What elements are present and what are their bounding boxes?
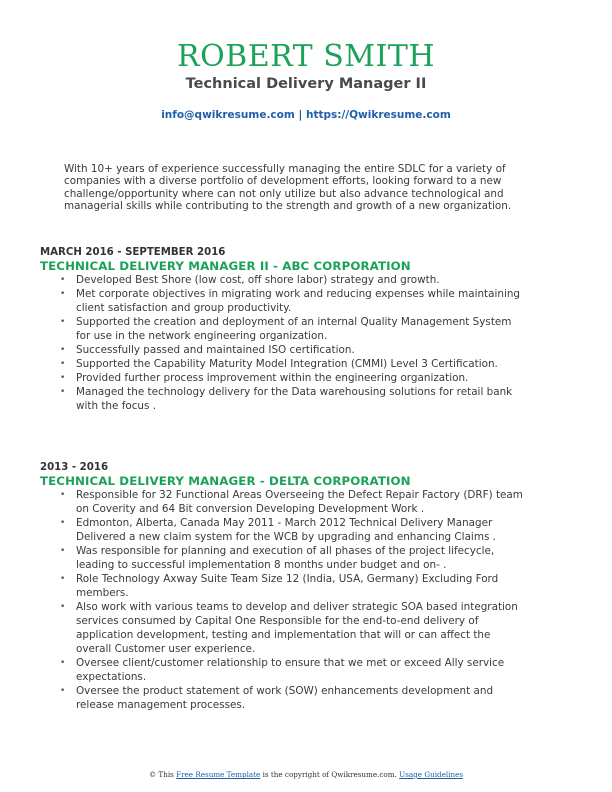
bullet-item: • Managed the technology delivery for the Data warehousing solutions for retail bank with the focus . (40, 385, 526, 413)
bullet-item: • Successfully passed and maintained ISO certification. (40, 343, 526, 357)
usage-guidelines-link[interactable]: Usage Guidelines (399, 770, 464, 779)
candidate-title: Technical Delivery Manager II (185, 76, 427, 92)
experience-entry-2 (40, 462, 560, 712)
contact-separator: | (294, 109, 306, 121)
experience-entry-1 (40, 247, 560, 413)
bullet-item: • Also work with various teams to develop and deliver strategic SOA based integration services consumed by Capital One Responsible for the end-to-end delivery of application development, testing and implementation that will or can affect the overall Customer user experience. (40, 600, 526, 656)
bullet-item: • Was responsible for planning and execution of all phases of the project lifecycle, leading to successful implementation 8 months under budget and on- . (40, 544, 526, 572)
bullet-item: • Developed Best Shore (low cost, off shore labor) strategy and growth. (40, 273, 526, 287)
copyright-footer (0, 770, 612, 779)
bullet-item: • Role Technology Axway Suite Team Size 12 (India, USA, Germany) Excluding Ford members. (40, 572, 526, 600)
footer-prefix: © This (148, 770, 177, 779)
email-link[interactable]: info@qwikresume.com (161, 109, 295, 121)
footer-middle: is the copyright of Qwikresume.com. (260, 770, 400, 779)
bullet-item: • Responsible for 32 Functional Areas Overseeing the Defect Repair Factory (DRF) team on Coverity and 64 Bit conversion Developing Development Work . (40, 488, 526, 516)
bullet-item: • Oversee client/customer relationship to ensure that we met or exceed Ally service expectations. (40, 656, 526, 684)
free-resume-template-link[interactable]: Free Resume Template (176, 770, 261, 779)
summary-paragraph: With 10+ years of experience successfully managing the entire SDLC for a variety of companies with a diverse portfolio of development efforts, looking forward to a new challenge/opportunity where can not only utilize but also advance technological and managerial skills while contributing to the strength and growth of a new organization. (64, 163, 512, 213)
bullet-item: • Supported the creation and deployment of an internal Quality Management System for use in the network engineering organization. (40, 315, 526, 343)
job-dates: MARCH 2016 - SEPTEMBER 2016 (40, 247, 226, 258)
resume-header (0, 40, 612, 122)
website-link[interactable]: https://Qwikresume.com (305, 109, 451, 121)
bullet-item: • Met corporate objectives in migrating work and reducing expenses while maintaining client satisfaction and group productivity. (40, 287, 526, 315)
job-bullets (40, 488, 560, 712)
job-role: TECHNICAL DELIVERY MANAGER II - ABC CORPORATION (40, 259, 411, 273)
bullet-item: • Provided further process improvement within the engineering organization. (40, 371, 526, 385)
bullet-item: • Oversee the product statement of work (SOW) enhancements development and release management processes. (40, 684, 526, 712)
bullet-item: • Edmonton, Alberta, Canada May 2011 - March 2012 Technical Delivery Manager Delivered a new claim system for the WCB by upgrading and enhancing Claims . (40, 516, 526, 544)
contact-line (0, 108, 612, 122)
bullet-item: • Supported the Capability Maturity Model Integration (CMMI) Level 3 Certification. (40, 357, 526, 371)
job-role: TECHNICAL DELIVERY MANAGER - DELTA CORPORATION (40, 474, 411, 488)
job-bullets (40, 273, 560, 413)
candidate-name: ROBERT SMITH (176, 39, 436, 74)
job-dates: 2013 - 2016 (40, 462, 109, 473)
